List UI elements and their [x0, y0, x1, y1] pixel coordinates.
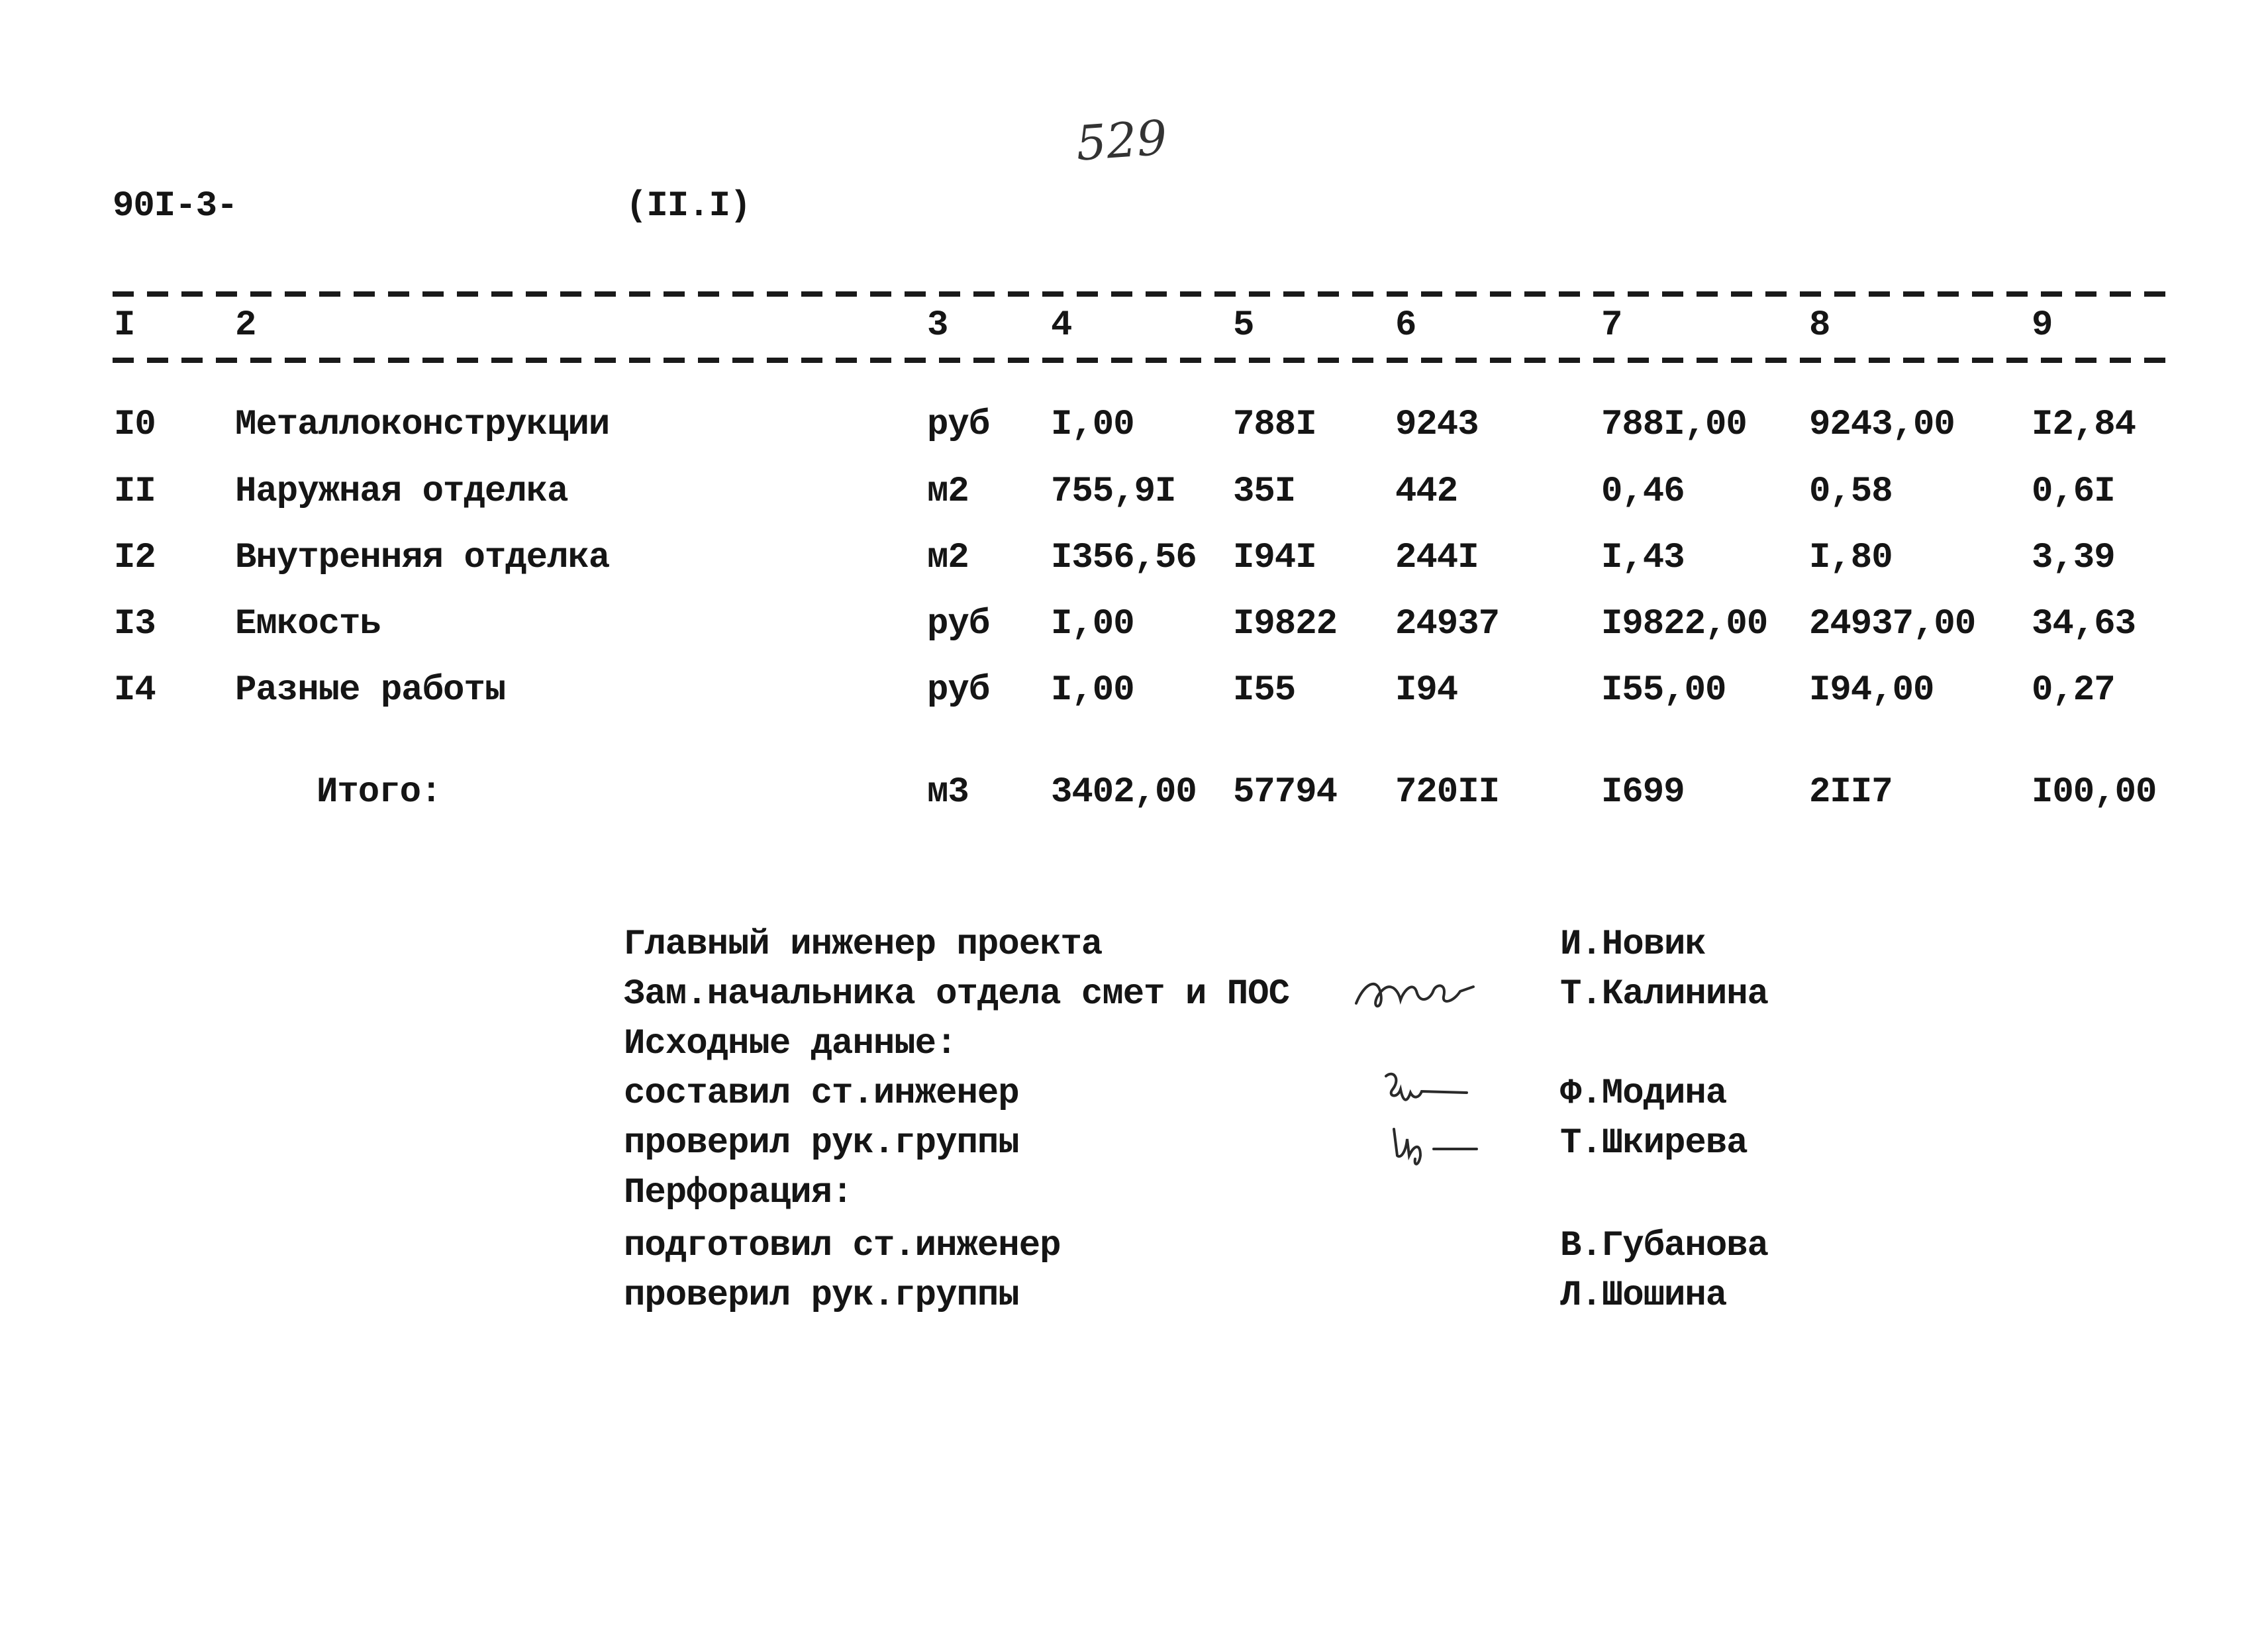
- row-col4: I,00: [1051, 405, 1134, 445]
- row-col8: I,80: [1809, 538, 1893, 578]
- section-heading: Исходные данные:: [624, 1024, 957, 1064]
- row-col6: I94: [1395, 670, 1458, 711]
- row-col4: I356,56: [1051, 538, 1197, 578]
- row-col6: 9243: [1395, 405, 1479, 445]
- signature-role: составил ст.инженер: [624, 1073, 1019, 1114]
- column-header-7: 7: [1601, 305, 1622, 346]
- document-code: 90I-3-: [113, 186, 238, 226]
- row-col5: 788I: [1233, 405, 1316, 445]
- header-bottom-rule: [113, 358, 2179, 363]
- column-header-6: 6: [1395, 305, 1416, 346]
- total-col7: I699: [1601, 772, 1685, 813]
- column-header-2: 2: [235, 305, 256, 346]
- total-col5: 57794: [1233, 772, 1338, 813]
- row-col5: I9822: [1233, 604, 1338, 644]
- column-header-9: 9: [2032, 305, 2053, 346]
- row-col6: 244I: [1395, 538, 1479, 578]
- row-unit: руб: [927, 604, 990, 644]
- row-col7: I,43: [1601, 538, 1685, 578]
- row-col5: 35I: [1233, 472, 1296, 512]
- signature-name: Т.Калинина: [1560, 974, 1769, 1015]
- page-number: 529: [1074, 109, 1169, 172]
- row-col9: 3,39: [2032, 538, 2115, 578]
- row-col4: I,00: [1051, 604, 1134, 644]
- row-col4: I,00: [1051, 670, 1134, 711]
- row-name: Разные работы: [235, 670, 506, 711]
- row-col9: 34,63: [2032, 604, 2136, 644]
- row-col6: 24937: [1395, 604, 1500, 644]
- signature-name: Ф.Модина: [1560, 1073, 1727, 1114]
- signature-role: проверил рук.группы: [624, 1123, 1019, 1164]
- signature-role: подготовил ст.инженер: [624, 1226, 1061, 1266]
- total-col8: 2II7: [1809, 772, 1893, 813]
- signature-role: Зам.начальника отдела смет и ПОС: [624, 974, 1289, 1015]
- column-header-4: 4: [1051, 305, 1072, 346]
- row-name: Металлоконструкции: [235, 405, 610, 445]
- signature-role: Главный инженер проекта: [624, 924, 1103, 965]
- row-unit: м2: [927, 472, 969, 512]
- row-number: I4: [114, 670, 156, 711]
- row-number: I0: [114, 405, 156, 445]
- header-top-rule: [113, 291, 2179, 297]
- handwritten-signature: [1387, 1119, 1487, 1172]
- signature-name: В.Губанова: [1560, 1226, 1769, 1266]
- total-label: Итого:: [317, 772, 442, 813]
- row-col6: 442: [1395, 472, 1458, 512]
- section-heading: Перфорация:: [624, 1173, 853, 1213]
- row-col7: 0,46: [1601, 472, 1685, 512]
- signature-name: Т.Шкирева: [1560, 1123, 1748, 1164]
- total-unit: м3: [927, 772, 969, 813]
- row-col9: I2,84: [2032, 405, 2136, 445]
- row-col9: 0,6I: [2032, 472, 2115, 512]
- table-reference: (II.I): [626, 186, 751, 226]
- row-col8: 9243,00: [1809, 405, 1955, 445]
- row-unit: м2: [927, 538, 969, 578]
- handwritten-signature: [1351, 964, 1523, 1017]
- signature-role: проверил рук.группы: [624, 1275, 1019, 1316]
- row-unit: руб: [927, 670, 990, 711]
- row-name: Внутренняя отделка: [235, 538, 610, 578]
- column-header-5: 5: [1233, 305, 1254, 346]
- row-number: I3: [114, 604, 156, 644]
- row-name: Наружная отделка: [235, 472, 568, 512]
- column-header-8: 8: [1809, 305, 1830, 346]
- row-number: I2: [114, 538, 156, 578]
- total-col4: 3402,00: [1051, 772, 1197, 813]
- total-col6: 720II: [1395, 772, 1500, 813]
- signature-name: Л.Шошина: [1560, 1275, 1727, 1316]
- row-col8: I94,00: [1809, 670, 1934, 711]
- handwritten-signature: [1381, 1066, 1480, 1113]
- column-header-3: 3: [927, 305, 948, 346]
- row-unit: руб: [927, 405, 990, 445]
- row-col7: I55,00: [1601, 670, 1726, 711]
- row-number: II: [114, 472, 156, 512]
- row-col7: I9822,00: [1601, 604, 1768, 644]
- row-col5: I55: [1233, 670, 1296, 711]
- row-col8: 24937,00: [1809, 604, 1976, 644]
- row-col8: 0,58: [1809, 472, 1893, 512]
- signature-name: И.Новик: [1560, 924, 1706, 965]
- column-header-1: I: [114, 305, 135, 346]
- row-col4: 755,9I: [1051, 472, 1176, 512]
- total-col9: I00,00: [2032, 772, 2157, 813]
- row-col5: I94I: [1233, 538, 1316, 578]
- row-col9: 0,27: [2032, 670, 2115, 711]
- row-name: Емкость: [235, 604, 381, 644]
- row-col7: 788I,00: [1601, 405, 1747, 445]
